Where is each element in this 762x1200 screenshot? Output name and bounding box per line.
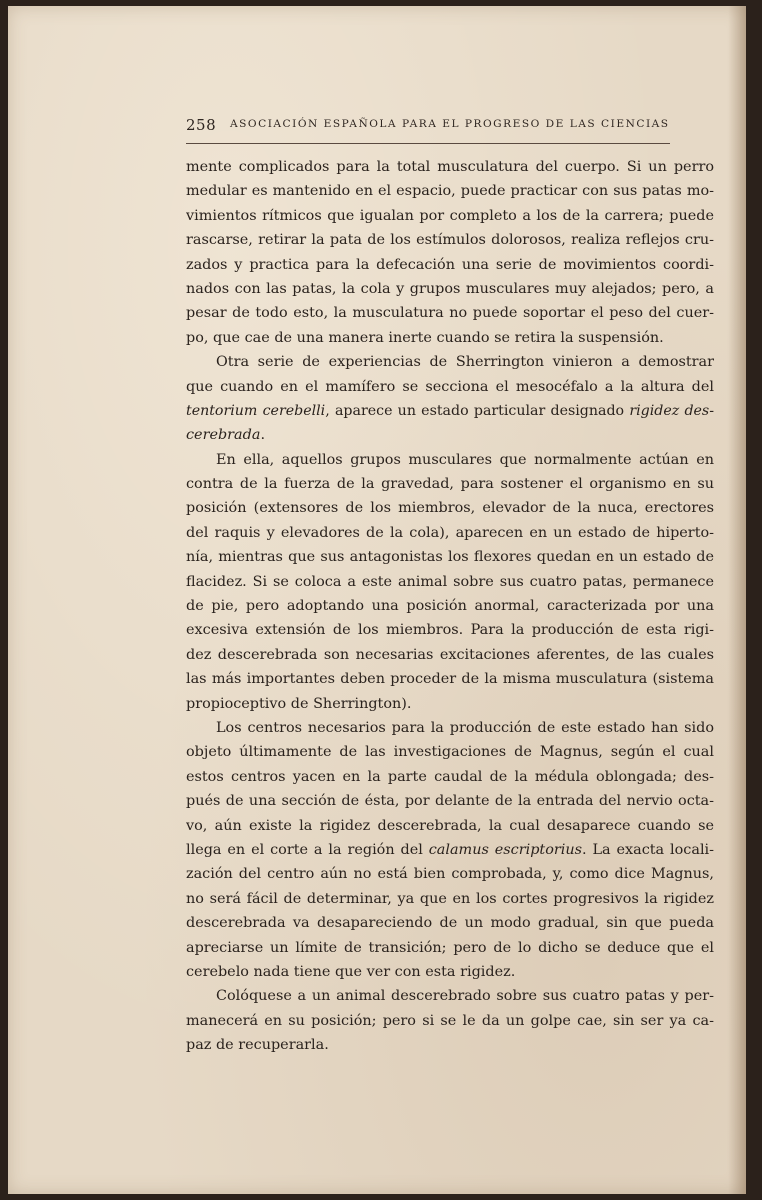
text-line: vimientos rítmicos que igualan por completo a los de la carrera; puede xyxy=(186,207,714,224)
italic-term: cerebrada xyxy=(186,427,261,444)
text-line: excesiva extensión de los miembros. Para la producción de esta rigi- xyxy=(186,622,714,639)
text-line: objeto últimamente de las investigaciones de Magnus, según el cual xyxy=(186,744,714,761)
text-line: que cuando en el mamífero se secciona el mesocéfalo a la altura del xyxy=(186,378,714,395)
text-line: las más importantes deben proceder de la misma musculatura (sistema xyxy=(186,671,714,688)
italic-term: tentorium cerebelli xyxy=(186,402,326,419)
text-line: dez descerebrada son necesarias excitaciones aferentes, de las cuales xyxy=(186,646,714,663)
running-head xyxy=(186,116,670,138)
text-line: medular es mantenido en el espacio, puede practicar con sus patas mo- xyxy=(186,183,714,200)
text-line: no será fácil de determinar, ya que en los cortes progresivos la rigidez xyxy=(186,890,714,907)
text-line: propioceptivo de Sherrington). xyxy=(186,695,412,712)
text-line: mente complicados para la total musculatura del cuerpo. Si un perro xyxy=(186,159,714,175)
running-head-title: ASOCIACIÓN ESPAÑOLA PARA EL PROGRESO DE LAS CIENCIAS xyxy=(230,118,670,130)
italic-term: calamus escriptorius xyxy=(428,841,582,858)
text-line: de pie, pero adoptando una posición anormal, caracterizada por una xyxy=(186,598,714,615)
text-line: rascarse, retirar la pata de los estímulos dolorosos, realiza reflejos cru- xyxy=(186,232,714,249)
text-line xyxy=(186,399,714,423)
text-run: , aparece un estado particular designado xyxy=(325,402,630,419)
text-line: posición (extensores de los miembros, elevador de la nuca, erectores xyxy=(186,500,714,517)
text-line: del raquis y elevadores de la cola), aparecen en un estado de hiperto- xyxy=(186,524,714,541)
text-line: po, que cae de una manera inerte cuando se retira la suspensión. xyxy=(186,329,664,346)
body-text xyxy=(186,155,714,1057)
text-line: paz de recuperarla. xyxy=(186,1037,329,1054)
text-run: . La exacta locali- xyxy=(582,841,714,858)
text-line: zación del centro aún no está bien comprobada, y, como dice Magnus, xyxy=(186,866,714,883)
text-line: nados con las patas, la cola y grupos musculares muy alejados; pero, a xyxy=(186,280,714,297)
text-line: manecerá en su posición; pero si se le da un golpe cae, sin ser ya ca- xyxy=(186,1012,714,1029)
text-line: Los centros necesarios para la producción de este estado han sido xyxy=(216,719,714,736)
text-line xyxy=(186,423,714,447)
text-line: cerebelo nada tiene que ver con esta rigidez. xyxy=(186,963,516,980)
text-line: flacidez. Si se coloca a este animal sobre sus cuatro patas, permanece xyxy=(186,573,714,590)
text-line: vo, aún existe la rigidez descerebrada, la cual desaparece cuando se xyxy=(186,817,714,834)
text-line xyxy=(186,838,714,862)
page-number: 258 xyxy=(186,116,217,134)
text-line: descerebrada va desapareciendo de un modo gradual, sin que pueda xyxy=(186,915,714,932)
text-line: contra de la fuerza de la gravedad, para sostener el organismo en su xyxy=(186,476,714,493)
text-line: pués de una sección de ésta, por delante de la entrada del nervio octa- xyxy=(186,793,714,810)
text-line: estos centros yacen en la parte caudal de la médula oblongada; des- xyxy=(186,768,714,785)
italic-term: rigidez des- xyxy=(629,402,714,419)
text-line: apreciarse un límite de transición; pero de lo dicho se deduce que el xyxy=(186,939,714,956)
page-edge-shadow xyxy=(728,6,746,1194)
text-line: pesar de todo esto, la musculatura no puede soportar el peso del cuer- xyxy=(186,305,714,322)
text-line: Otra serie de experiencias de Sherrington vinieron a demostrar xyxy=(216,354,714,371)
text-line: nía, mientras que sus antagonistas los flexores quedan en un estado de xyxy=(186,549,714,566)
text-line: zados y practica para la defecación una serie de movimientos coordi- xyxy=(186,256,714,273)
text-line: En ella, aquellos grupos musculares que normalmente actúan en xyxy=(216,451,714,468)
header-rule xyxy=(186,143,670,144)
text-run: . xyxy=(260,427,266,444)
text-line: Colóquese a un animal descerebrado sobre sus cuatro patas y per- xyxy=(216,988,714,1005)
text-run: llega en el corte a la región del xyxy=(186,841,429,858)
